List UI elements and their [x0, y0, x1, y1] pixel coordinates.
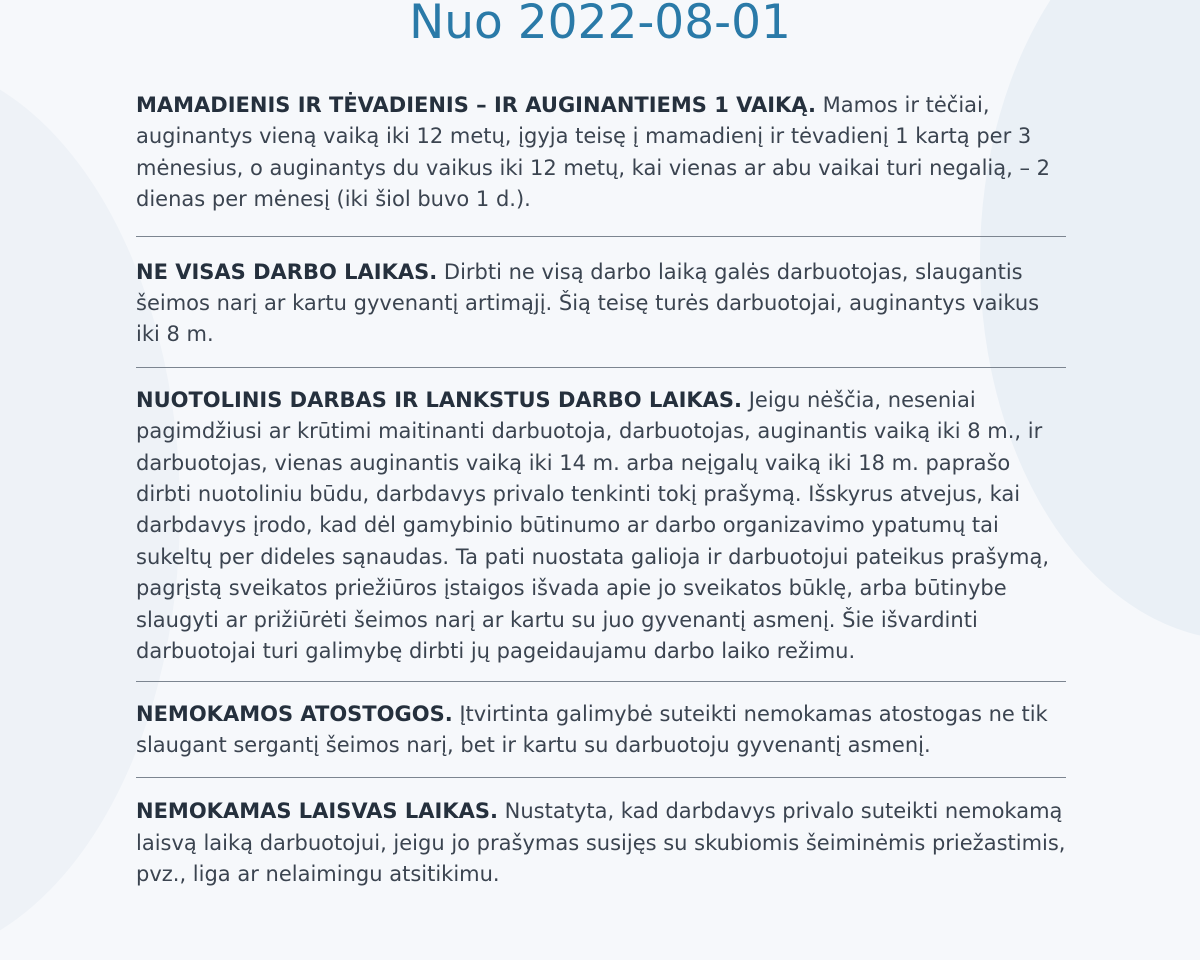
section-text: Nustatyta, kad darbdavys privalo suteikti nemokamą laisvą laiką darbuotojui, jeigu jo prašymas susijęs su skubiomis šeiminėmis priežastimis, pvz., liga ar nelaimingu atsitikimu. — [136, 799, 1066, 887]
section-heading: NEMOKAMAS LAISVAS LAIKAS. — [136, 799, 498, 824]
divider — [136, 681, 1066, 682]
page-title: Nuo 2022-08-01 — [409, 0, 791, 50]
divider — [136, 367, 1066, 368]
section-mamadienis — [136, 90, 1066, 216]
section-heading: NUOTOLINIS DARBAS IR LANKSTUS DARBO LAIKAS. — [136, 387, 743, 412]
section-ne-visas-darbo-laikas — [136, 257, 1066, 351]
section-nuotolinis-darbas — [136, 385, 1066, 668]
section-heading: MAMADIENIS IR TĖVADIENIS – IR AUGINANTIEMS 1 VAIKĄ. — [136, 93, 816, 117]
section-text: Dirbti ne visą darbo laiką galės darbuotojas, slaugantis šeimos narį ar kartu gyvenantį artimąjį. Šią teisę turės darbuotojai, auginantys vaikus iki 8 m. — [136, 259, 1040, 347]
section-nemokamas-laisvas-laikas — [136, 796, 1066, 890]
divider — [136, 777, 1066, 778]
content — [136, 90, 1066, 891]
section-text: Įtvirtinta galimybė suteikti nemokamas atostogas ne tik slaugant sergantį šeimos narį, bet ir kartu su darbuotoju gyvenantį asmenį. — [136, 701, 1048, 757]
section-text: Jeigu nėščia, neseniai pagimdžiusi ar krūtimi maitinanti darbuotoja, darbuotojas, auginantis vaiką iki 8 m., ir darbuotojas, vienas auginantis vaiką iki 14 m. arba neįgalų vaiką iki 18 m. paprašo dirbti nuotoliniu būdu, darbdavys privalo tenkinti tokį prašymą. Išskyrus atvejus, kai darbdavys įrodo, kad dėl gamybinio būtinumo ar darbo organizavimo ypatumų tai sukeltų per dideles sąnaudas. Ta pati nuostata galioja ir darbuotojui pateikus prašymą, pagrįstą sveikatos priežiūros įstaigos išvada apie jo sveikatos būklę, arba būtinybe slaugyti ar prižiūrėti šeimos narį ar kartu su juo gyvenantį asmenį. Šie išvardinti darbuotojai turi galimybę dirbti jų pageidaujamu darbo laiko režimu. — [136, 387, 1050, 664]
section-heading: NEMOKAMOS ATOSTOGOS. — [136, 701, 453, 726]
divider — [136, 236, 1066, 237]
section-text: Mamos ir tėčiai, auginantys vieną vaiką iki 12 metų, įgyja teisę į mamadienį ir tėvadienį 1 kartą per 3 mėnesius, o auginantys du vaikus iki 12 metų, kai vienas ar abu vaikai turi negalią, – 2 dienas per mėnesį (iki šiol buvo 1 d.). — [136, 93, 1051, 212]
section-heading: NE VISAS DARBO LAIKAS. — [136, 259, 438, 284]
section-nemokamos-atostogos — [136, 699, 1066, 762]
